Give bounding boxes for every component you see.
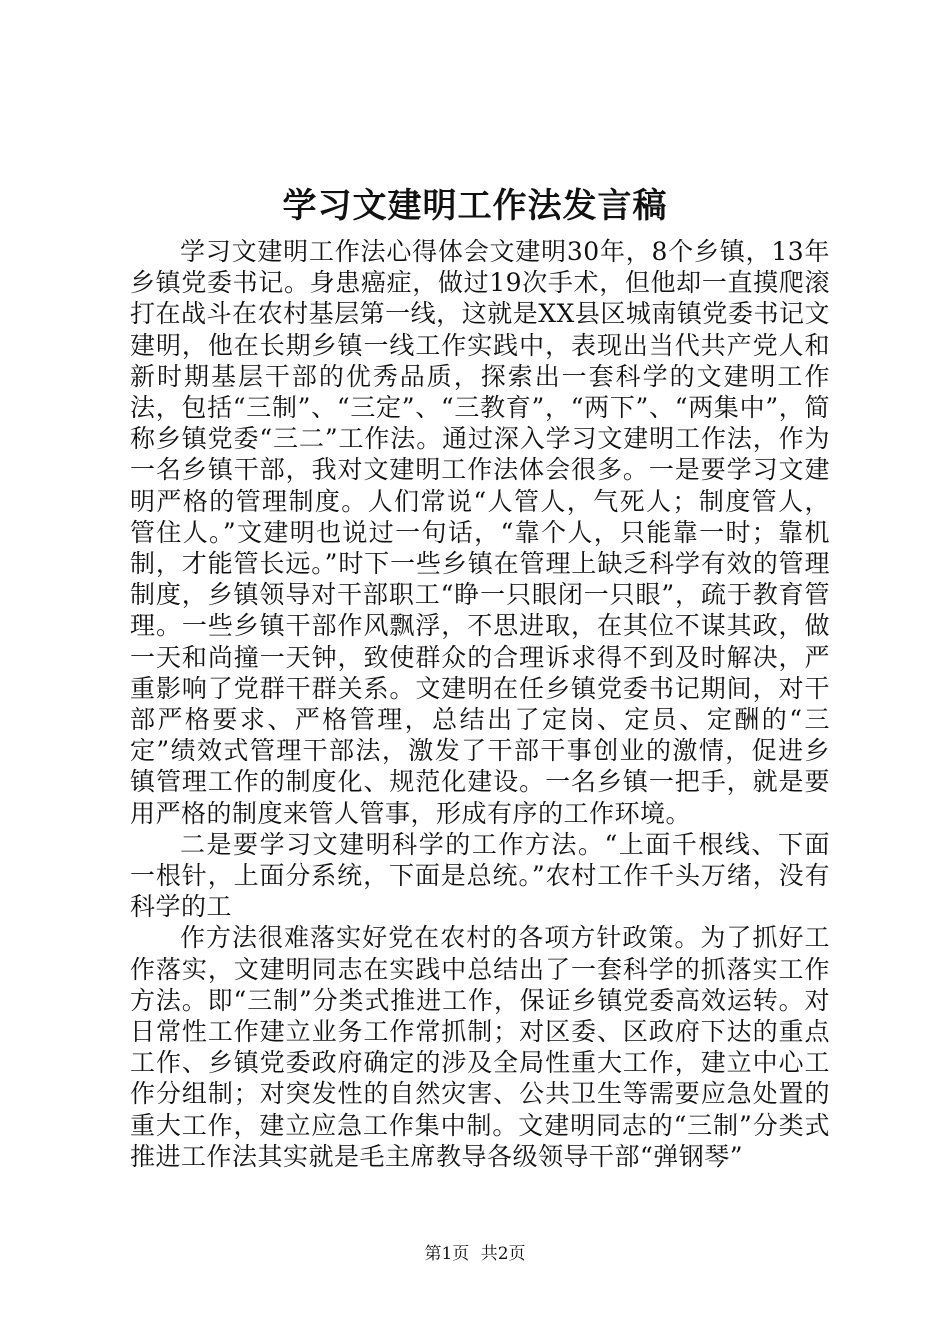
page-footer bbox=[0, 1242, 950, 1266]
page-number: 第1页 bbox=[424, 1244, 470, 1264]
page-total: 共2页 bbox=[480, 1244, 526, 1264]
paragraph-3: 作方法很难落实好党在农村的各项方针政策。为了抓好工作落实，文建明同志在实践中总结出了一套科学的抓落实工作方法。即“三制”分类式推进工作，保证乡镇党委高效运转。对日常性工作建立业务工作常抓制；对区委、区政府下达的重点工作、乡镇党委政府确定的涉及全局性重大工作，建立中心工作分组制；对突发性的自然灾害、公共卫生等需要应急处置的重大工作，建立应急工作集中制。文建明同志的“三制”分类式推进工作法其实就是毛主席教导各级领导干部“弹钢琴” bbox=[130, 923, 830, 1171]
paragraph-1: 学习文建明工作法心得体会文建明30年，8个乡镇，13年乡镇党委书记。身患癌症，做过19次手术，但他却一直摸爬滚打在战斗在农村基层第一线，这就是XX县区城南镇党委书记文建明，他在长期乡镇一线工作实践中，表现出当代共产党人和新时期基层干部的优秀品质，探索出一套科学的文建明工作法，包括“三制”、“三定”、“三教育”，“两下”、“两集中”，简称乡镇党委“三二”工作法。通过深入学习文建明工作法，作为一名乡镇干部，我对文建明工作法体会很多。一是要学习文建明严格的管理制度。人们常说“人管人，气死人；制度管人，管住人。”文建明也说过一句话，“靠个人，只能靠一时；靠机制，才能管长远。”时下一些乡镇在管理上缺乏科学有效的管理制度，乡镇领导对干部职工“睁一只眼闭一只眼”，疏于教育管理。一些乡镇干部作风飘浮，不思进取，在其位不谋其政，做一天和尚撞一天钟，致使群众的合理诉求得不到及时解决，严重影响了党群干群关系。文建明在任乡镇党委书记期间，对干部严格要求、严格管理，总结出了定岗、定员、定酬的“三定”绩效式管理干部法，激发了干部干事创业的激情，促进乡镇管理工作的制度化、规范化建设。一名乡镇一把手，就是要用严格的制度来管人管事，形成有序的工作环境。 bbox=[130, 237, 830, 828]
paragraph-2: 二是要学习文建明科学的工作方法。“上面千根线、下面一根针，上面分系统，下面是总统。”农村工作千头万绪，没有科学的工 bbox=[130, 829, 830, 922]
document-title: 学习文建明工作法发言稿 bbox=[282, 186, 668, 226]
document-body bbox=[130, 236, 830, 1172]
